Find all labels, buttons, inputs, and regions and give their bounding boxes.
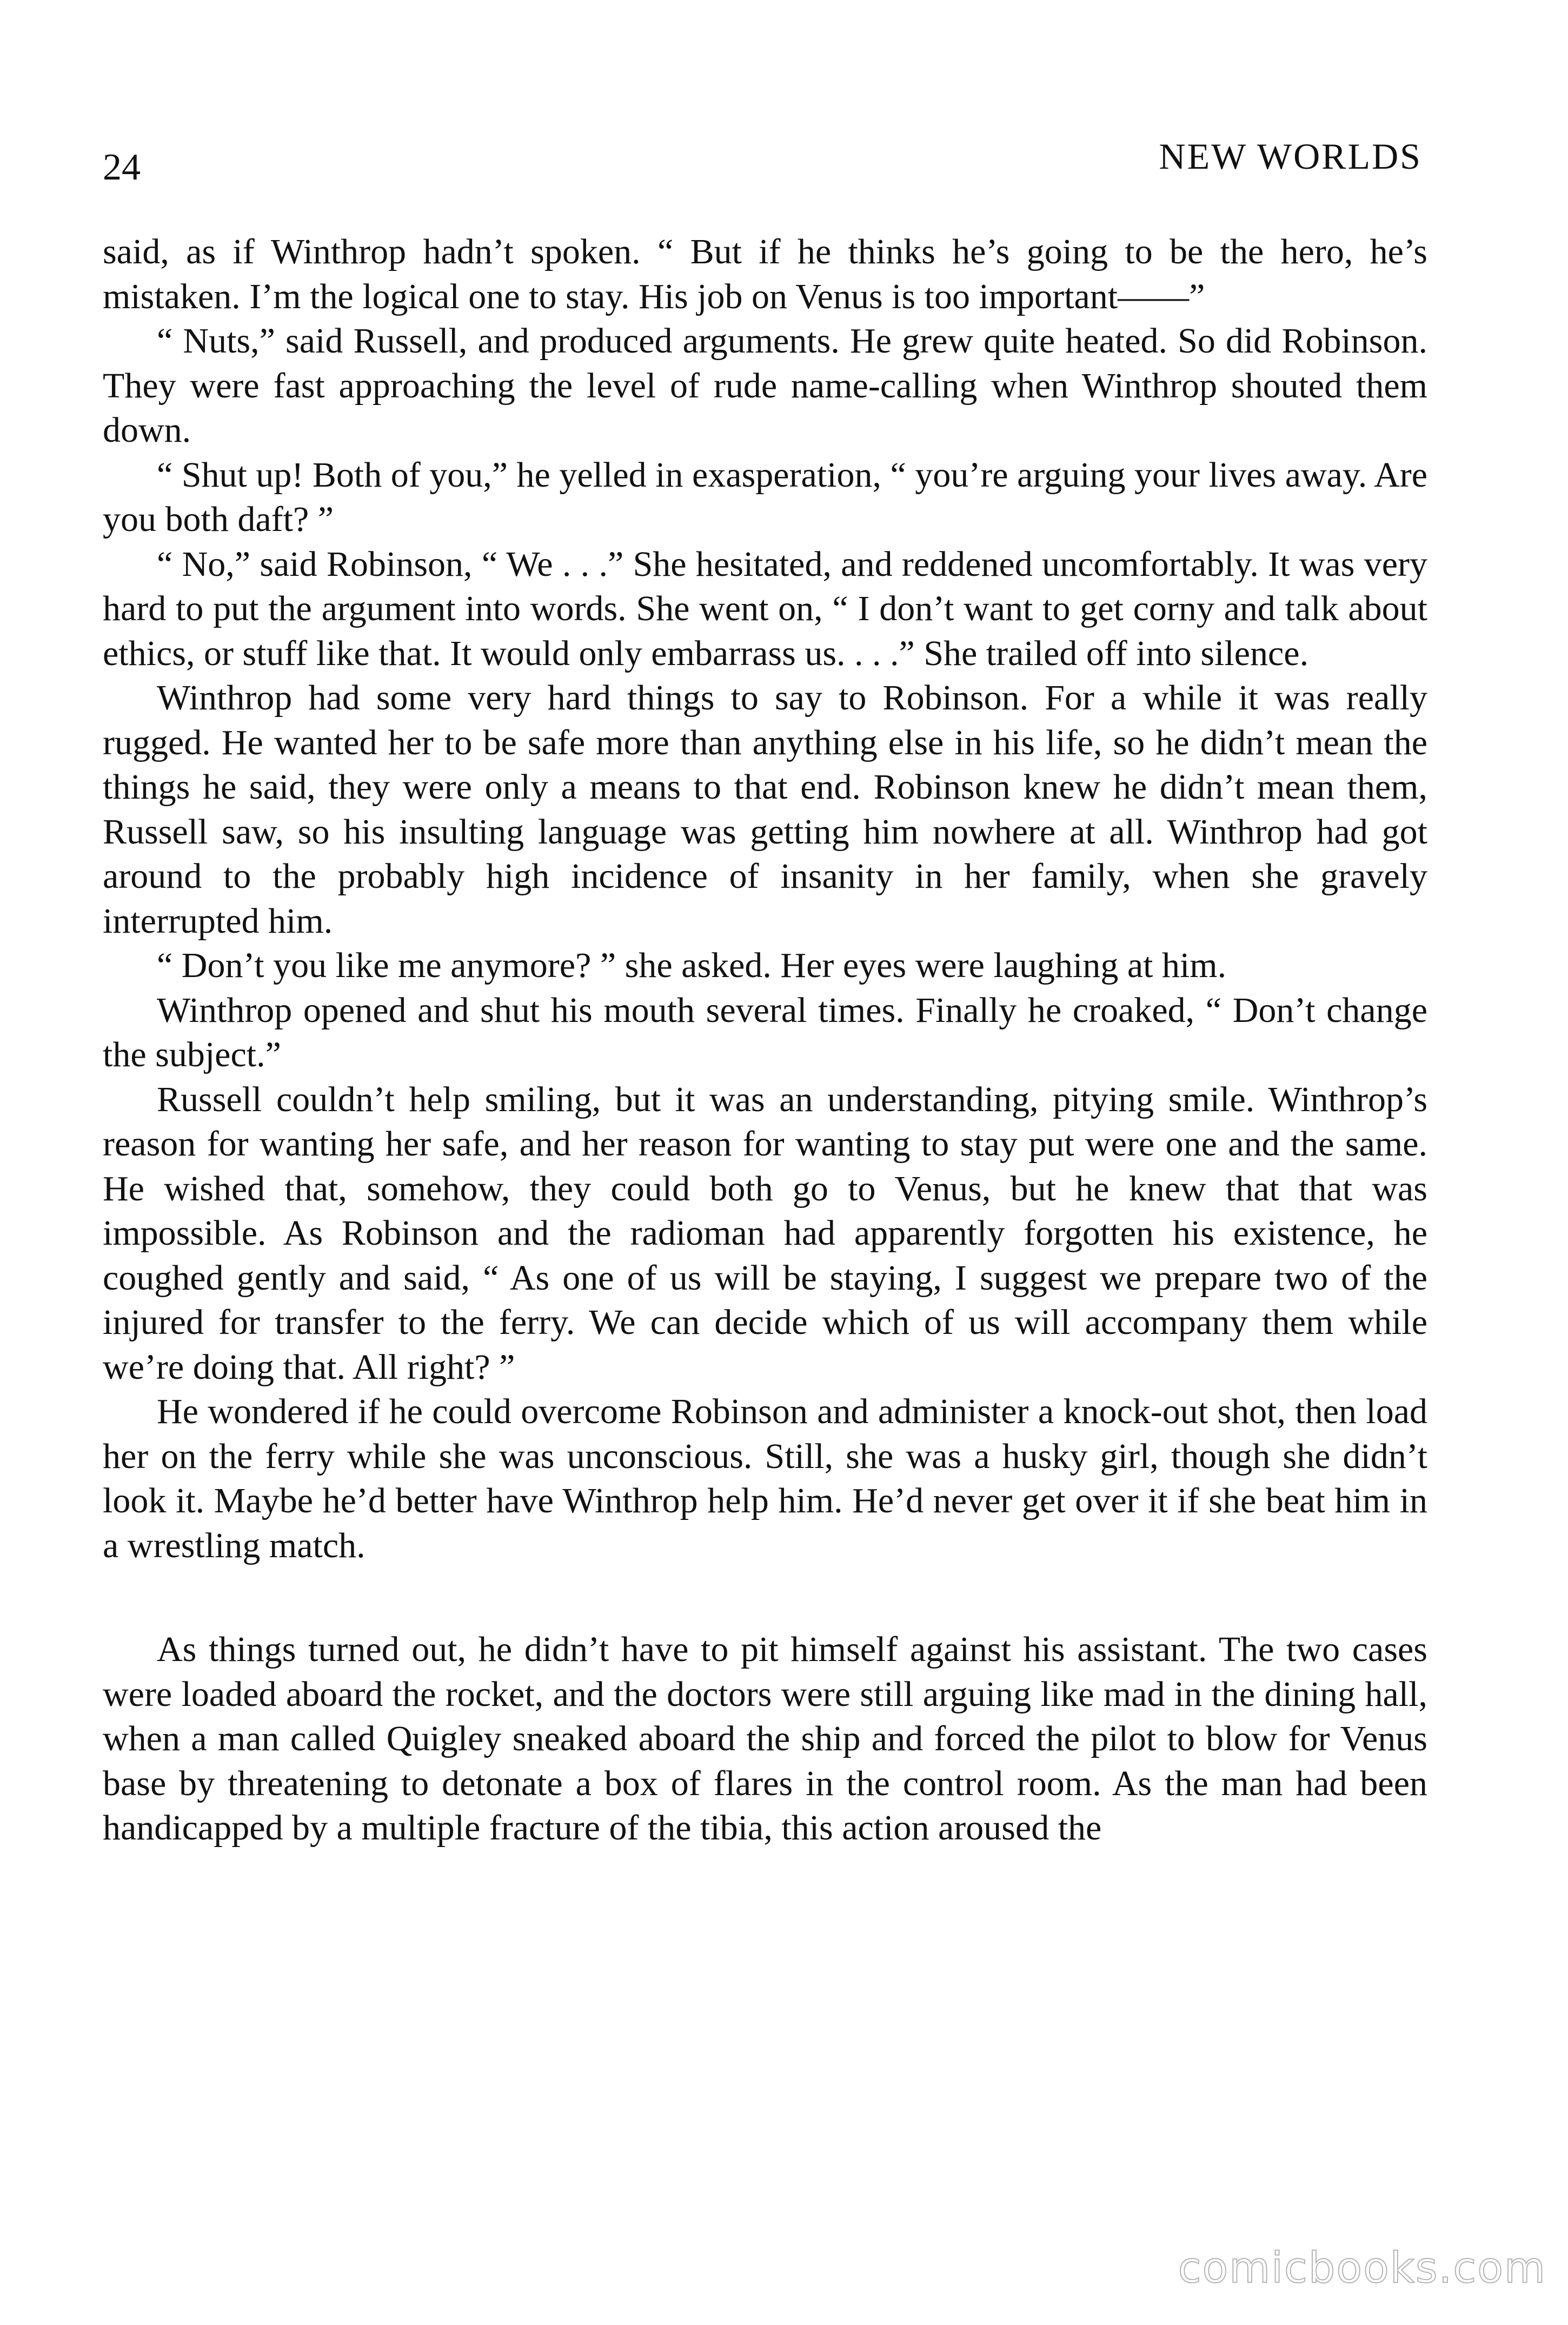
page-number: 24	[103, 147, 141, 188]
paragraph: Winthrop had some very hard things to say to Robinson. For a while it was really rugged. He wanted her to be safe more than anything else in his life, so he didn’t mean the things he said, they were only a means to that end. Robinson knew he didn’t mean them, Russell saw, so his insulting language was getting him nowhere at all. Winthrop had got around to the probably high incidence of insanity in her family, when she gravely interrupted him.	[103, 678, 1427, 941]
page-header	[103, 135, 1422, 189]
paragraph: As things turned out, he didn’t have to pit himself against his assistant. The two cases were loaded aboard the rocket, and the doctors were still arguing like mad in the dining hall, when a man called Quigley sneaked aboard the ship and forced the pilot to blow for Venus base by threatening to detonate a box of flares in the control room. As the man had been handicapped by a multiple fracture of the tibia, this action aroused the	[103, 1630, 1427, 1848]
body-text	[103, 230, 1427, 1851]
paragraph: “ No,” said Robinson, “ We . . .” She hesitated, and reddened uncomfortably. It was very hard to put the argument into words. She went on, “ I don’t want to get corny and talk about ethics, or stuff like that. It would only embarrass us. . . .” She trailed off into silence.	[103, 544, 1427, 673]
paragraph: Winthrop opened and shut his mouth several times. Finally he croaked, “ Don’t change the subject.”	[103, 990, 1427, 1074]
paragraph: “ Nuts,” said Russell, and produced arguments. He grew quite heated. So did Robinson. They were fast approaching the level of rude name-calling when Winthrop shouted them down.	[103, 321, 1427, 450]
paragraph: Russell couldn’t help smiling, but it was an understanding, pitying smile. Winthrop’s reason for wanting her safe, and her reason for wanting to stay put were one and the same. He wished that, somehow, they could both go to Venus, but he knew that that was impossible. As Robinson and the radioman had apparently forgotten his existence, he coughed gently and said, “ As one of us will be staying, I suggest we prepare two of the injured for transfer to the ferry. We can decide which of us will accompany them while we’re doing that. All right? ”	[103, 1079, 1427, 1387]
paragraph: “ Don’t you like me anymore? ” she asked. Her eyes were laughing at him.	[157, 946, 1227, 985]
paragraph: He wondered if he could overcome Robinson and administer a knock-out shot, then load her on the ferry while she was unconscious. Still, she was a husky girl, though she didn’t look it. Maybe he’d better have Winthrop help him. He’d never get over it if she beat him in a wrestling match.	[103, 1392, 1427, 1565]
paragraph: said, as if Winthrop hadn’t spoken. “ But if he thinks he’s going to be the hero, he’s mistaken. I’m the logical one to stay. His job on Venus is too important——”	[103, 232, 1427, 316]
source-watermark: comicbooks.com	[1178, 2244, 1546, 2293]
paragraph: “ Shut up! Both of you,” he yelled in exasperation, “ you’re arguing your lives away. Are you both daft? ”	[103, 455, 1427, 539]
running-title: NEW WORLDS	[1159, 136, 1422, 177]
